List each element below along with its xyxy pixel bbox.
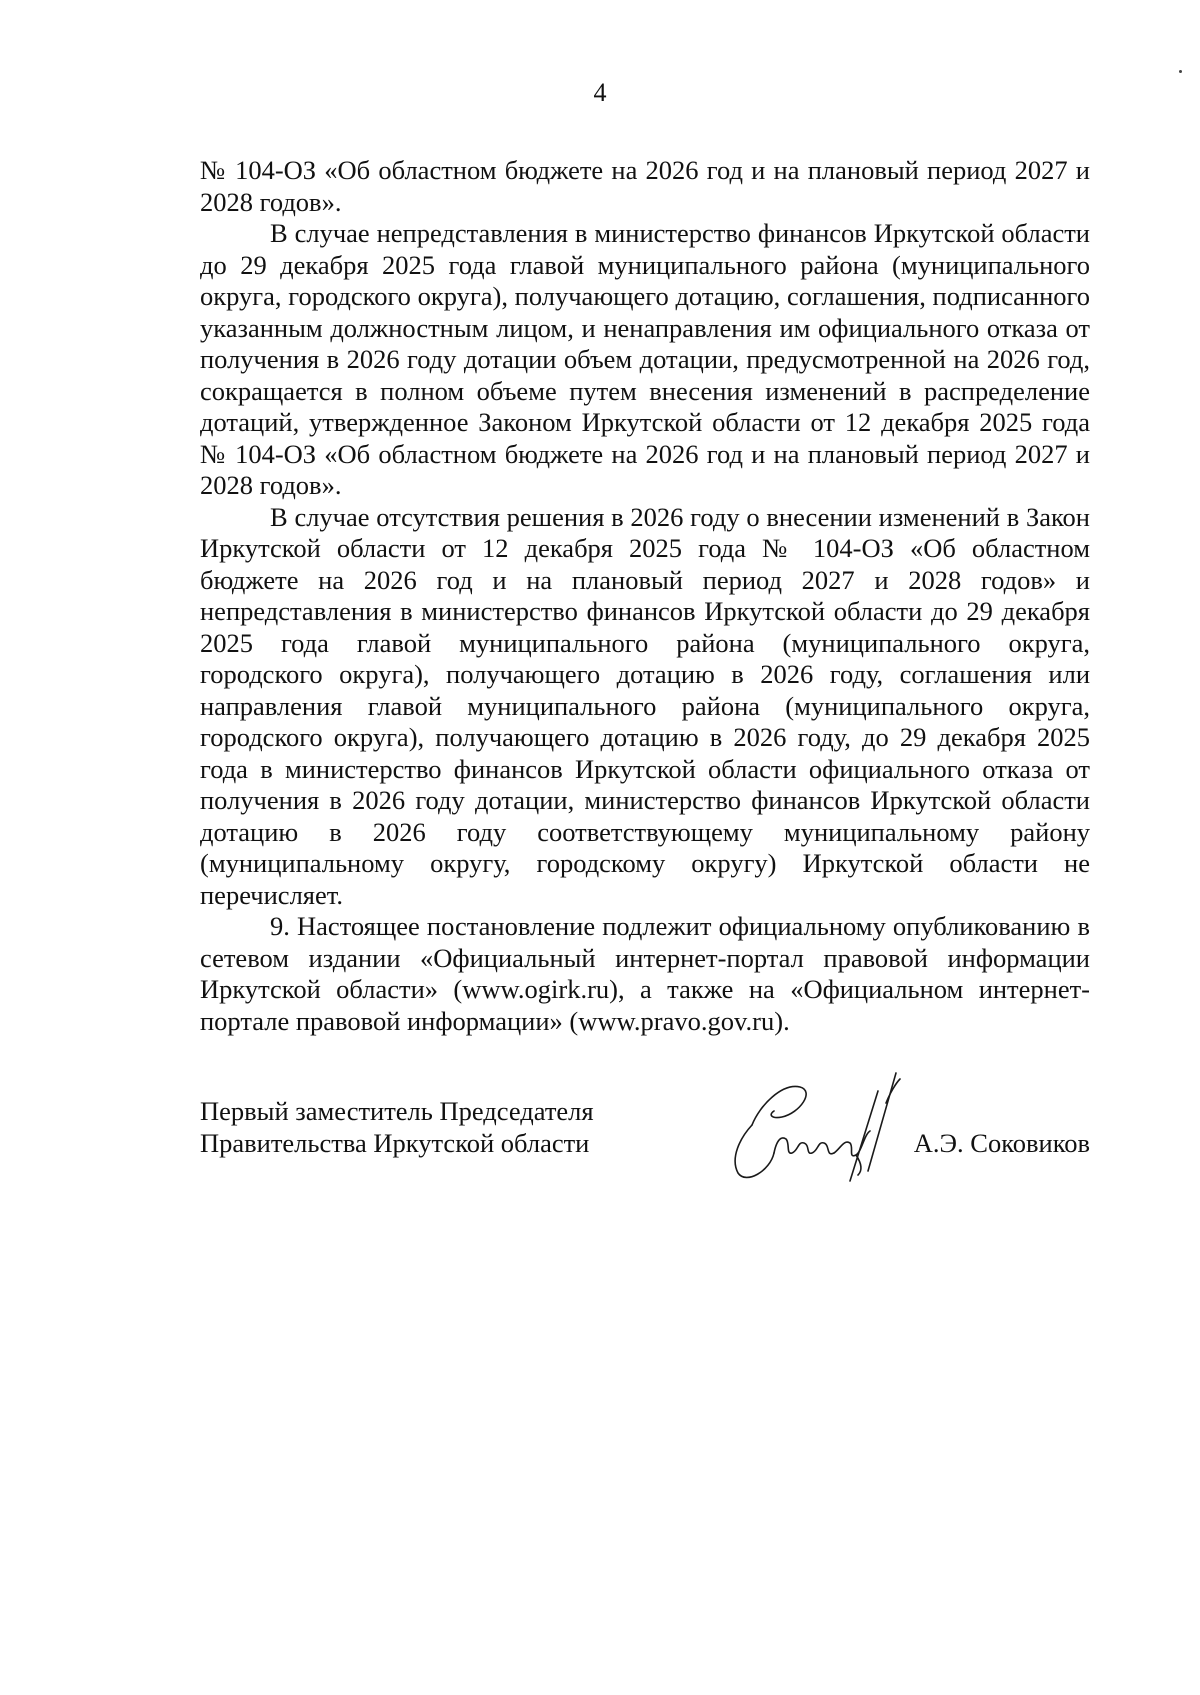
paragraph-nonsubmission: В случае непредставления в министерство финансов Иркутской области до 29 декабря 2025 года главой муниципального района (муниципального округа, городского округа), получающего дотацию, соглашения, подписанного указанным должностным лицом, и ненаправления им официального отказа от получения в 2026 году дотации объем дотации, предусмотренной на 2026 год, сокращается в полном объеме путем внесения изменений в распределение дотаций, утвержденное Законом Иркутской области от 12 декабря 2025 года № 104-ОЗ «Об областном бюджете на 2026 год и на плановый период 2027 и 2028 годов». — [200, 218, 1090, 500]
page-number: 4 — [593, 78, 607, 107]
paragraph-continuation: № 104-ОЗ «Об областном бюджете на 2026 год и на плановый период 2027 и 2028 годов». — [200, 155, 1090, 217]
signature-block — [200, 1095, 1090, 1205]
signatory-position — [200, 1095, 594, 1159]
paragraph-publication: 9. Настоящее постановление подлежит официальному опубликованию в сетевом издании «Официальный интернет-портал правовой информации Иркутской области» (www.ogirk.ru), а также на «Официальном интернет-портале правовой информации» (www.pravo.gov.ru). — [200, 911, 1090, 1036]
signatory-position-line-1: Первый заместитель Председателя — [200, 1096, 594, 1126]
signatory-name: А.Э. Соковиков — [913, 1128, 1090, 1158]
document-body — [200, 155, 1090, 1037]
handwritten-signature — [700, 1043, 920, 1193]
signatory-position-line-2: Правительства Иркутской области — [200, 1128, 590, 1158]
paragraph-absence-of-decision: В случае отсутствия решения в 2026 году о внесении изменений в Закон Иркутской области от 12 декабря 2025 года № 104-ОЗ «Об областном бюджете на 2026 год и на плановый период 2027 и 2028 годов» и непредставления в министерство финансов Иркутской области до 29 декабря 2025 года главой муниципального района (муниципального округа, городского округа), получающего дотацию в 2026 году, соглашения или направления главой муниципального района (муниципального округа, городского округа), получающего дотацию в 2026 году, до 29 декабря 2025 года в министерство финансов Иркутской области официального отказа от получения в 2026 году дотации, министерство финансов Иркутской области дотацию в 2026 году соответствующему муниципальному району (муниципальному округу, городскому округу) Иркутской области не перечисляет. — [200, 501, 1090, 910]
scan-speck — [1179, 70, 1182, 73]
